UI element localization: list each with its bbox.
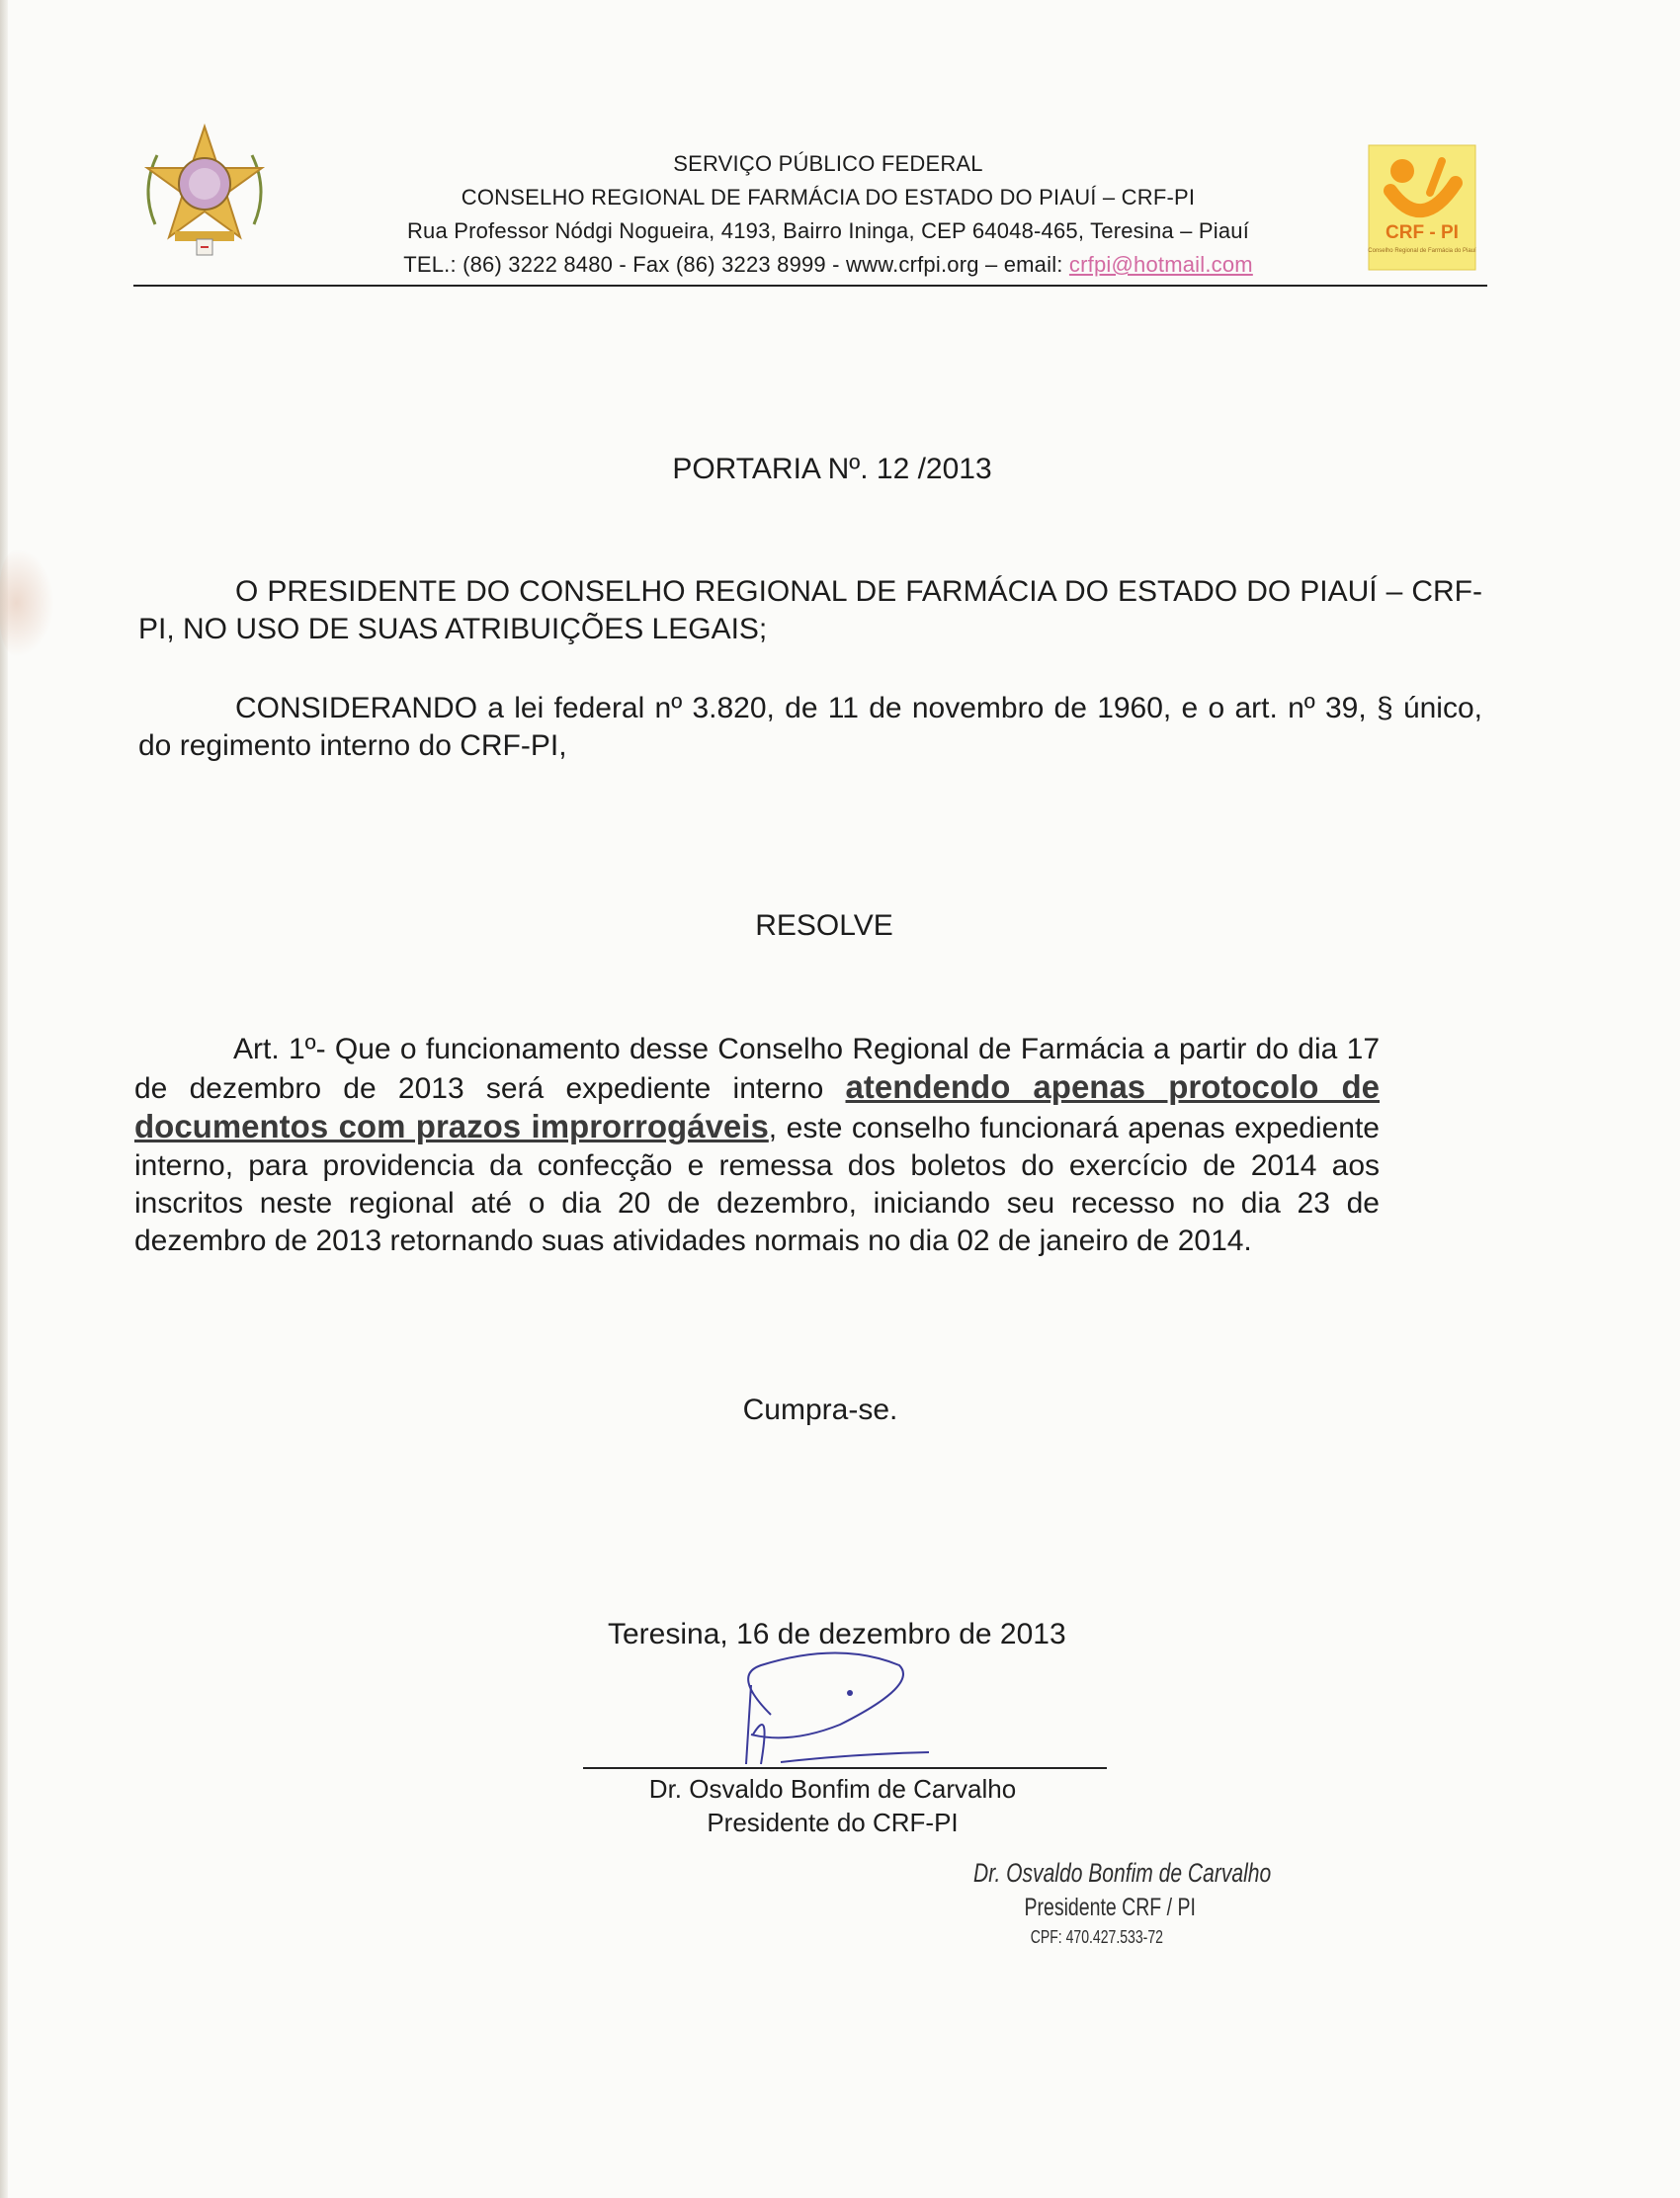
signer-name: Dr. Osvaldo Bonfim de Carvalho	[648, 1774, 1017, 1804]
signer-title: Presidente do CRF-PI	[707, 1808, 959, 1837]
header-divider	[133, 285, 1487, 287]
stamp-name: Dr. Osvaldo Bonfim de Carvalho	[973, 1858, 1272, 1888]
paper-stain	[0, 549, 54, 657]
crf-pi-logo	[1361, 143, 1483, 274]
signature-line	[583, 1767, 1107, 1769]
resolve-heading: RESOLVE	[755, 909, 893, 942]
signature-mark	[692, 1646, 949, 1784]
article-paragraph	[134, 1031, 1380, 1260]
document-title: PORTARIA Nº. 12 /2013	[672, 453, 992, 485]
considerando-paragraph	[138, 690, 1482, 765]
logo-subtext: Conselho Regional de Farmácia do Piauí	[1368, 248, 1476, 254]
stamp-title: Presidente CRF / PI	[1024, 1894, 1196, 1921]
document-date: Teresina, 16 de dezembro de 2013	[608, 1618, 1066, 1650]
preamble-text: O PRESIDENTE DO CONSELHO REGIONAL DE FARMÁCIA DO ESTADO DO PIAUÍ – CRF-PI, NO USO DE SUAS ATRIBUIÇÕES LEGAIS;	[138, 575, 1482, 645]
signer-block	[0, 1772, 1680, 1839]
header-service: SERVIÇO PÚBLICO FEDERAL	[673, 151, 983, 176]
preamble-paragraph	[138, 573, 1482, 648]
closing-text: Cumpra-se.	[742, 1394, 898, 1426]
considerando-text: CONSIDERANDO a lei federal nº 3.820, de 11 de novembro de 1960, e o art. nº 39, § único, do regimento interno do CRF-PI,	[138, 692, 1482, 762]
page-edge	[0, 0, 8, 2198]
email-link[interactable]: crfpi@hotmail.com	[1068, 252, 1253, 277]
article-emphasis: atendendo apenas protocolo de documentos com prazos improrrogáveis	[134, 1068, 1380, 1144]
article-lead: Art. 1º- Que o funcionamento desse Conselho Regional de Farmácia a partir do dia 17 de dezembro de 2013 será expediente interno	[134, 1033, 1380, 1105]
article-rest: , este conselho funcionará apenas expediente interno, para providencia da confecção e remessa dos boletos do exercício de 2014 aos inscritos neste regional até o dia 20 de dezembro, iniciando seu recesso no dia 23 de dezembro de 2013 retornando suas atividades normais no dia 02 de janeiro de 2014.	[134, 1112, 1380, 1257]
header-council: CONSELHO REGIONAL DE FARMÁCIA DO ESTADO DO PIAUÍ – CRF-PI	[461, 185, 1196, 210]
header-contact-text: TEL.: (86) 3222 8480 - Fax (86) 3223 8999 - www.crfpi.org – email:	[403, 252, 1069, 277]
logo-text: CRF - PI	[1386, 222, 1459, 243]
header-address: Rua Professor Nódgi Nogueira, 4193, Bairro Ininga, CEP 64048-465, Teresina – Piauí	[406, 218, 1250, 243]
stamp-cpf: CPF: 470.427.533-72	[1030, 1927, 1163, 1947]
